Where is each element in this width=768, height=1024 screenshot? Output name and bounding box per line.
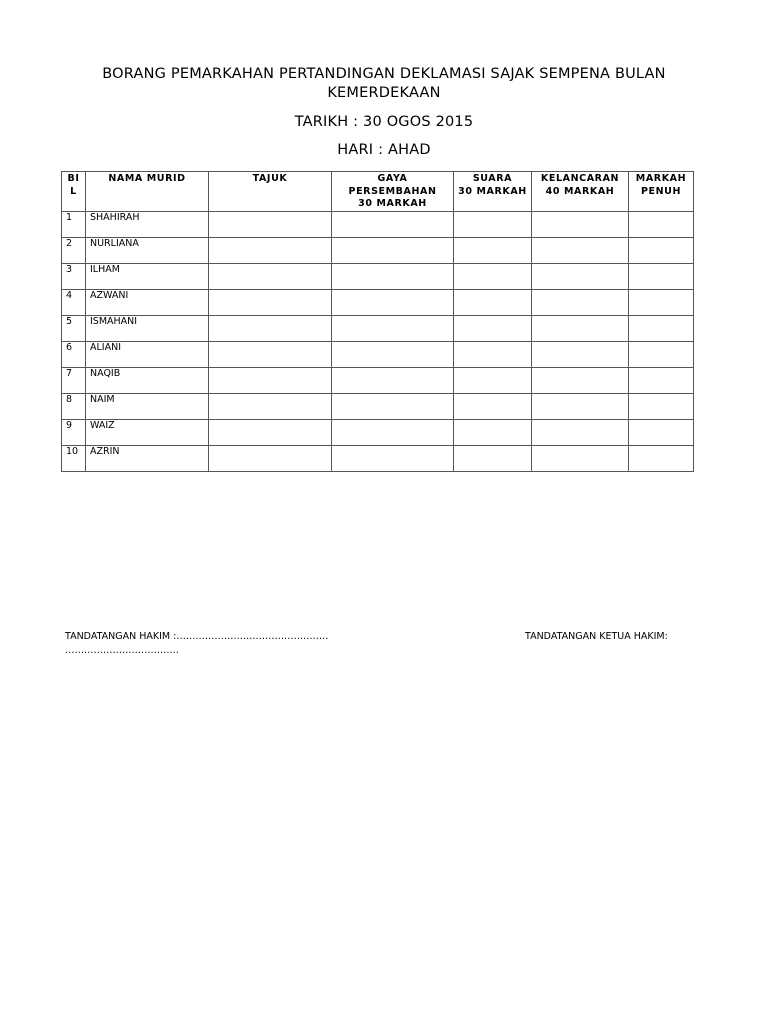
form-day: HARI : AHAD	[337, 142, 431, 158]
form-title	[60, 65, 708, 103]
table-row	[62, 341, 694, 367]
kelancaran-score-cell	[532, 289, 629, 315]
kelancaran-score-cell	[532, 211, 629, 237]
kelancaran-score-cell	[532, 341, 629, 367]
gaya-score-cell	[332, 263, 454, 289]
column-header-line: PERSEMBAHAN	[348, 185, 437, 197]
total-score-cell	[629, 315, 694, 341]
tajuk-cell	[209, 419, 332, 445]
header-suara	[454, 172, 532, 212]
table-body	[62, 211, 694, 471]
table-row	[62, 237, 694, 263]
header-nama-murid	[86, 172, 209, 212]
tajuk-cell	[209, 367, 332, 393]
student-name: ISMAHANI	[86, 315, 209, 341]
header-bil	[62, 172, 86, 212]
total-score-cell	[629, 263, 694, 289]
suara-score-cell	[454, 263, 532, 289]
column-header-line: 40 MARKAH	[545, 185, 615, 197]
student-name: ILHAM	[86, 263, 209, 289]
row-number: 7	[62, 367, 86, 393]
tajuk-cell	[209, 211, 332, 237]
tajuk-cell	[209, 263, 332, 289]
row-number: 5	[62, 315, 86, 341]
student-name: ALIANI	[86, 341, 209, 367]
column-header-line: L	[70, 185, 77, 197]
gaya-score-cell	[332, 211, 454, 237]
row-number: 8	[62, 393, 86, 419]
tajuk-cell	[209, 237, 332, 263]
suara-score-cell	[454, 367, 532, 393]
gaya-score-cell	[332, 367, 454, 393]
column-header-line: 30 MARKAH	[358, 198, 427, 209]
column-header-line: GAYA	[377, 173, 408, 184]
student-name: NAIM	[86, 393, 209, 419]
table-row	[62, 315, 694, 341]
total-score-cell	[629, 289, 694, 315]
kelancaran-score-cell	[532, 419, 629, 445]
header-gaya-persembahan	[332, 172, 454, 212]
suara-score-cell	[454, 341, 532, 367]
column-header-line: BI	[67, 173, 80, 184]
row-number: 6	[62, 341, 86, 367]
suara-score-cell	[454, 211, 532, 237]
kelancaran-score-cell	[532, 315, 629, 341]
table-row	[62, 263, 694, 289]
kelancaran-score-cell	[532, 263, 629, 289]
gaya-score-cell	[332, 237, 454, 263]
column-header-line: TAJUK	[252, 173, 288, 184]
table-row	[62, 419, 694, 445]
suara-score-cell	[454, 289, 532, 315]
student-name: WAIZ	[86, 419, 209, 445]
gaya-score-cell	[332, 419, 454, 445]
kelancaran-score-cell	[532, 367, 629, 393]
header-kelancaran	[532, 172, 629, 212]
tajuk-cell	[209, 393, 332, 419]
header-markah-penuh	[629, 172, 694, 212]
form-title-line-2: KEMERDEKAAN	[327, 85, 441, 101]
student-name: SHAHIRAH	[86, 211, 209, 237]
suara-score-cell	[454, 237, 532, 263]
row-number: 3	[62, 263, 86, 289]
gaya-score-cell	[332, 393, 454, 419]
suara-score-cell	[454, 445, 532, 471]
suara-score-cell	[454, 393, 532, 419]
table-row	[62, 367, 694, 393]
total-score-cell	[629, 393, 694, 419]
column-header-line: MARKAH	[635, 173, 687, 184]
total-score-cell	[629, 341, 694, 367]
row-number: 4	[62, 289, 86, 315]
row-number: 2	[62, 237, 86, 263]
row-number: 1	[62, 211, 86, 237]
table-row	[62, 289, 694, 315]
student-name: NURLIANA	[86, 237, 209, 263]
total-score-cell	[629, 445, 694, 471]
column-header-line: KELANCARAN	[540, 173, 620, 184]
total-score-cell	[629, 419, 694, 445]
total-score-cell	[629, 237, 694, 263]
form-title-line-1: BORANG PEMARKAHAN PERTANDINGAN DEKLAMASI SAJAK SEMPENA BULAN	[102, 66, 666, 82]
kelancaran-score-cell	[532, 393, 629, 419]
head-judge-signature-line: TANDATANGAN KETUA HAKIM:	[525, 631, 668, 642]
column-header-line: SUARA	[472, 173, 513, 184]
kelancaran-score-cell	[532, 445, 629, 471]
suara-score-cell	[454, 315, 532, 341]
row-number: 9	[62, 419, 86, 445]
tajuk-cell	[209, 289, 332, 315]
row-number: 10	[62, 445, 86, 471]
total-score-cell	[629, 367, 694, 393]
table-row	[62, 445, 694, 471]
student-name: NAQIB	[86, 367, 209, 393]
table-header-row	[62, 172, 694, 212]
table-row	[62, 393, 694, 419]
gaya-score-cell	[332, 445, 454, 471]
tajuk-cell	[209, 315, 332, 341]
column-header-line: 30 MARKAH	[458, 185, 527, 197]
scoring-table	[61, 171, 694, 472]
column-header-line: NAMA MURID	[108, 173, 186, 184]
kelancaran-score-cell	[532, 237, 629, 263]
judge-signature-continuation: ………………………………	[65, 645, 179, 656]
header-tajuk	[209, 172, 332, 212]
tajuk-cell	[209, 341, 332, 367]
column-header-line: PENUH	[640, 185, 682, 197]
student-name: AZRIN	[86, 445, 209, 471]
table-row	[62, 211, 694, 237]
tajuk-cell	[209, 445, 332, 471]
judge-signature-line: TANDATANGAN HAKIM :…………………………………………	[65, 631, 329, 642]
gaya-score-cell	[332, 341, 454, 367]
total-score-cell	[629, 211, 694, 237]
student-name: AZWANI	[86, 289, 209, 315]
gaya-score-cell	[332, 289, 454, 315]
suara-score-cell	[454, 419, 532, 445]
gaya-score-cell	[332, 315, 454, 341]
form-date: TARIKH : 30 OGOS 2015	[294, 114, 474, 130]
